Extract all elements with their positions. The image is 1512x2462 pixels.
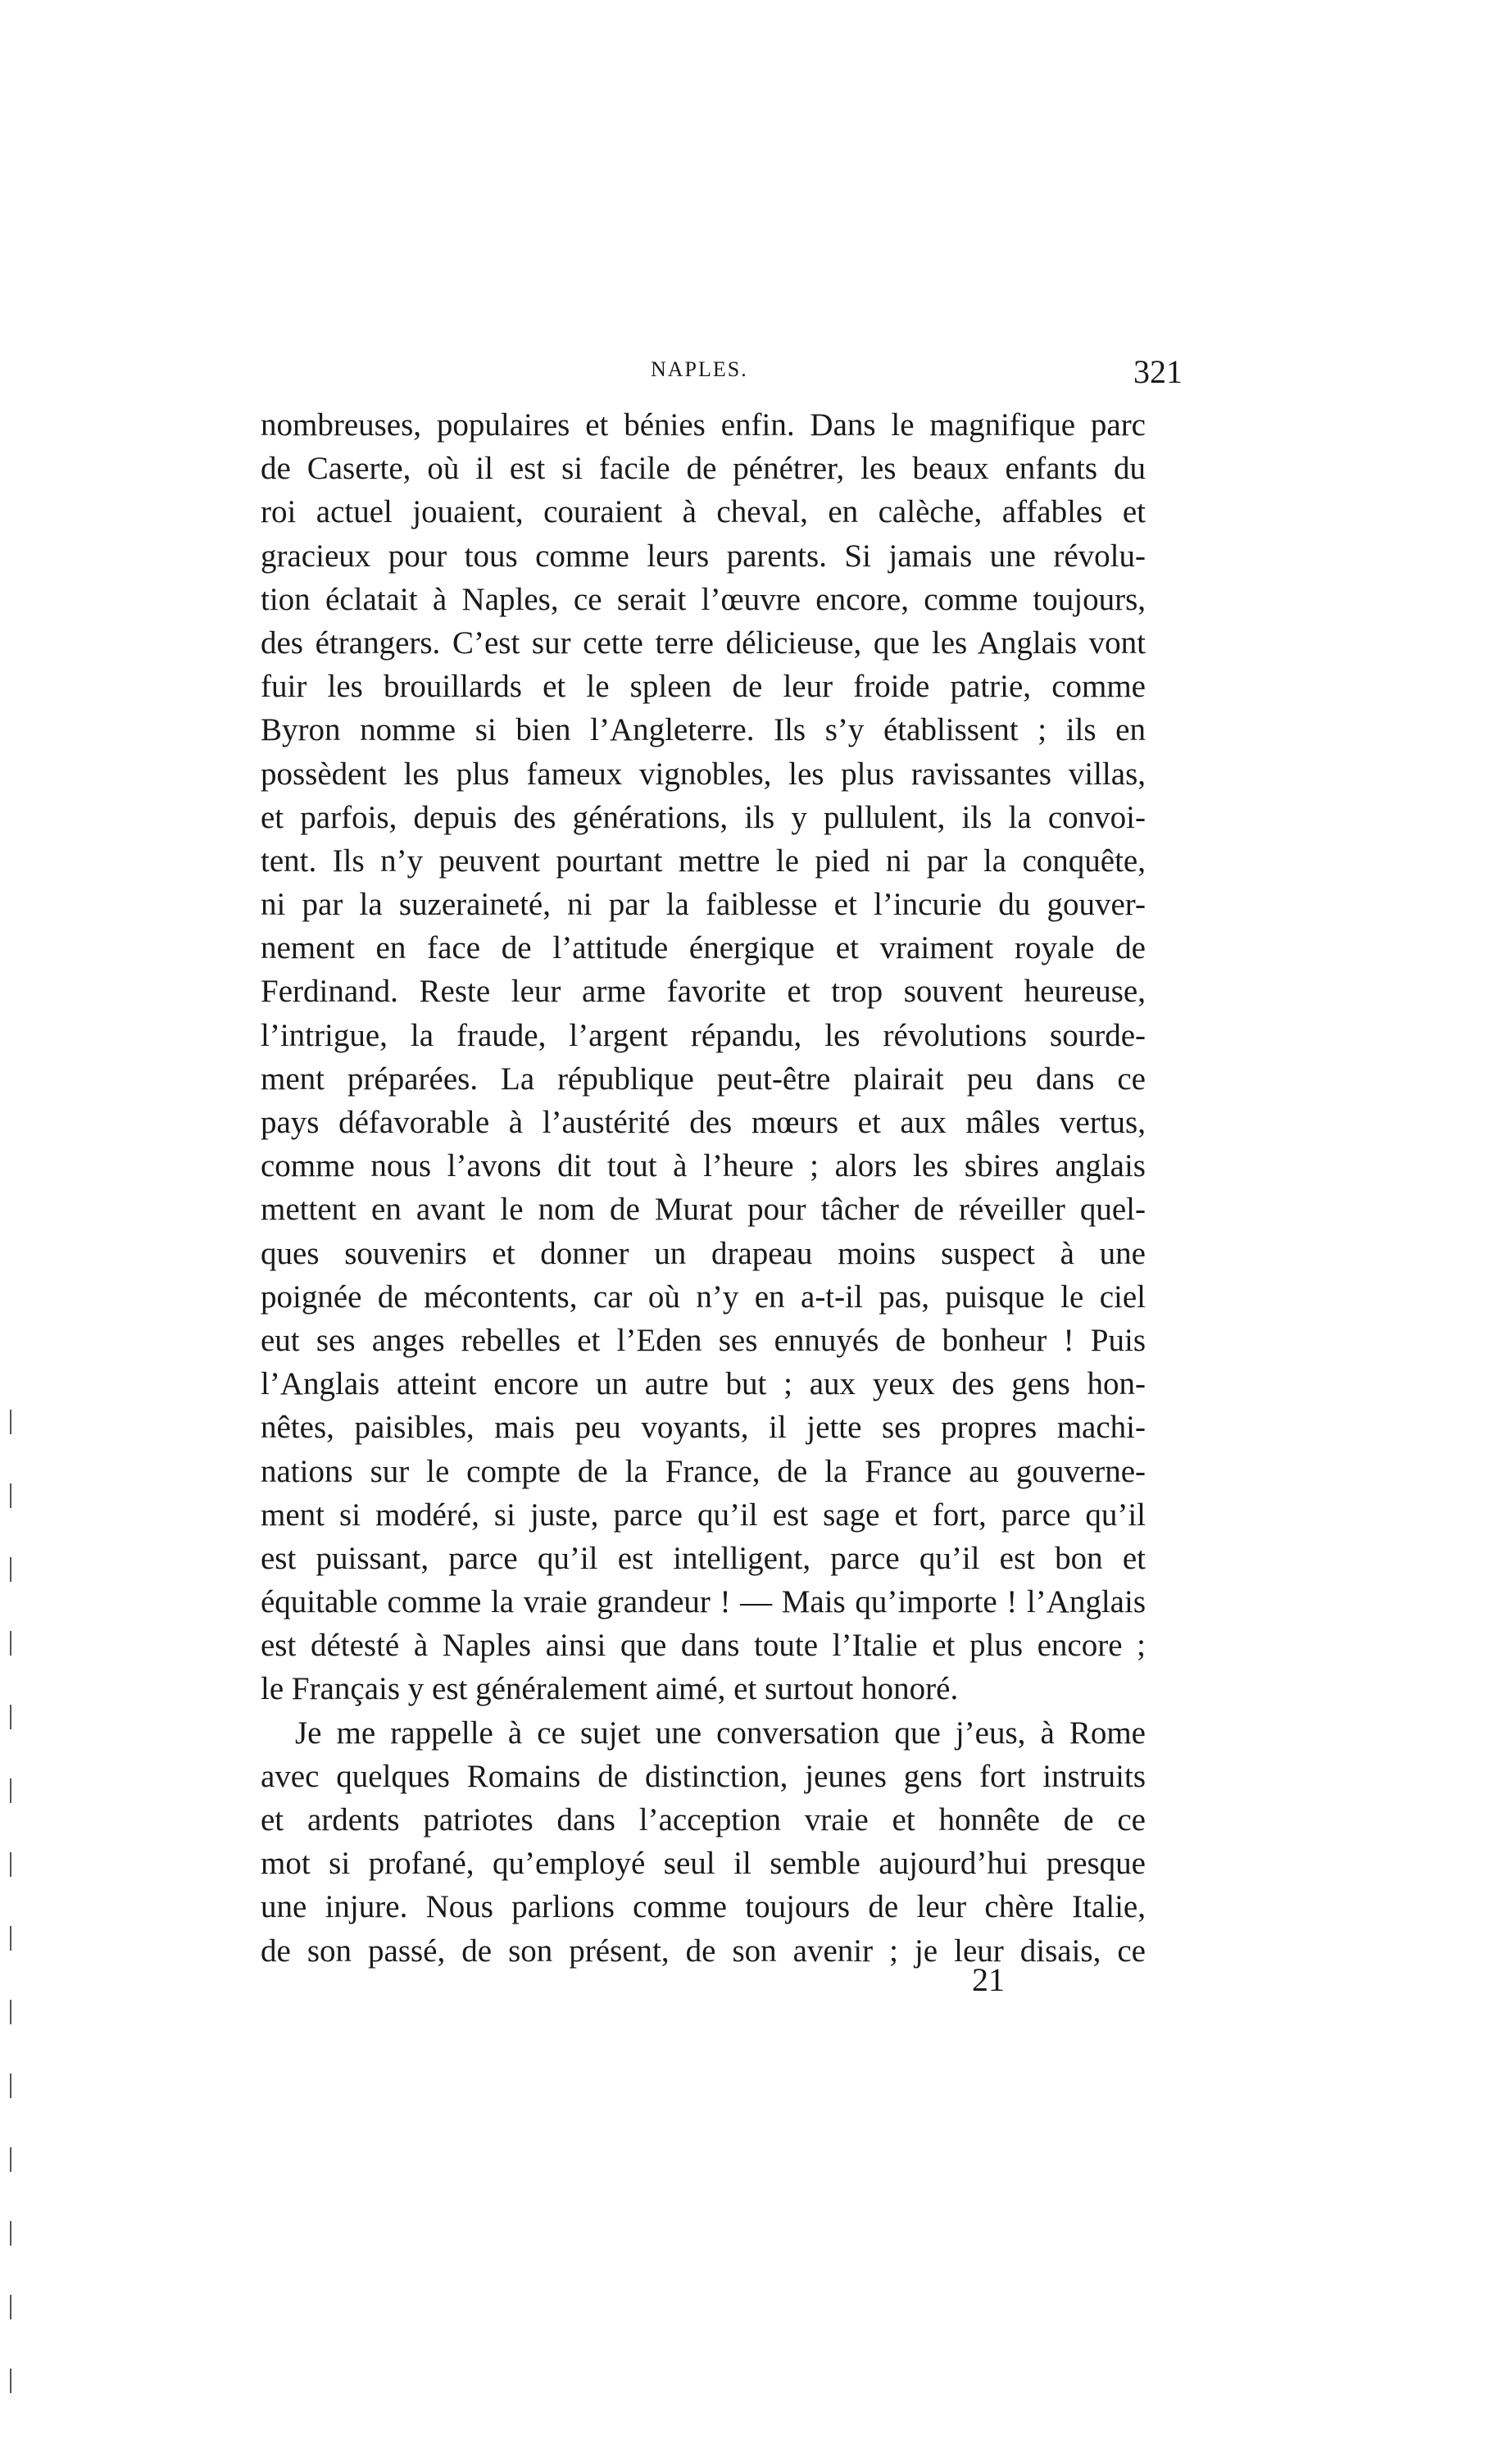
text-line: une injure. Nous parlions comme toujours de leur chère Italie, (261, 1889, 1146, 1925)
scan-tick (10, 1483, 11, 1508)
text-line: poignée de mécontents, car où n’y en a-t-il pas, puisque le ciel (261, 1279, 1146, 1315)
signature-mark: 21 (972, 1961, 1005, 1998)
text-line: eut ses anges rebelles et l’Eden ses ennuyés de bonheur ! Puis (261, 1322, 1146, 1358)
scan-tick (10, 2295, 11, 2319)
text-line: possèdent les plus fameux vignobles, les plus ravissantes villas, (261, 756, 1146, 792)
scan-tick (10, 2147, 11, 2172)
scan-tick (10, 1926, 11, 1951)
scan-tick (10, 1852, 11, 1877)
text-line: de Caserte, où il est si facile de pénétrer, les beaux enfants du (261, 451, 1146, 487)
scan-tick (10, 2369, 11, 2393)
text-line: est puissant, parce qu’il est intelligent, parce qu’il est bon et (261, 1540, 1146, 1576)
text-line: le Français y est généralement aimé, et surtout honoré. (261, 1671, 959, 1707)
text-line: équitable comme la vraie grandeur ! — Mais qu’importe ! l’Anglais (261, 1584, 1146, 1620)
text-line: tion éclatait à Naples, ce serait l’œuvre encore, comme toujours, (261, 581, 1146, 617)
text-line: nations sur le compte de la France, de la France au gouverne- (261, 1453, 1146, 1489)
scan-tick (10, 2221, 11, 2246)
scan-tick (10, 1631, 11, 1656)
text-line: mot si profané, qu’employé seul il semble aujourd’hui presque (261, 1846, 1146, 1882)
text-line: ques souvenirs et donner un drapeau moins suspect à une (261, 1235, 1146, 1271)
text-line: Je me rappelle à ce sujet une conversation que j’eus, à Rome (295, 1715, 1146, 1751)
running-head: NAPLES. (651, 357, 748, 381)
text-line: roi actuel jouaient, couraient à cheval, en calèche, affables et (261, 494, 1146, 530)
text-line: de son passé, de son présent, de son avenir ; je leur disais, ce (261, 1933, 1146, 1969)
text-line: l’Anglais atteint encore un autre but ; aux yeux des gens hon- (261, 1366, 1146, 1402)
scan-tick (10, 1705, 11, 1729)
text-line: gracieux pour tous comme leurs parents. Si jamais une révolu- (261, 538, 1146, 574)
text-line: nement en face de l’attitude énergique et vraiment royale de (261, 930, 1146, 966)
text-line: ment préparées. La république peut-être plairait peu dans ce (261, 1061, 1146, 1097)
text-line: fuir les brouillards et le spleen de leur froide patrie, comme (261, 669, 1146, 705)
text-line: est détesté à Naples ainsi que dans toute l’Italie et plus encore ; (261, 1628, 1146, 1664)
page-header (261, 353, 1183, 397)
text-line: Ferdinand. Reste leur arme favorite et trop souvent heureuse, (261, 974, 1146, 1010)
text-line: nêtes, paisibles, mais peu voyants, il jette ses propres machi- (261, 1410, 1146, 1446)
text-line: et ardents patriotes dans l’acception vraie et honnête de ce (261, 1802, 1146, 1837)
body-text (261, 403, 1146, 1973)
page-number: 321 (1133, 353, 1183, 390)
scan-tick (10, 2074, 11, 2098)
text-line: ment si modéré, si juste, parce qu’il est sage et fort, parce qu’il (261, 1497, 1146, 1533)
scan-edge-marks (7, 1410, 16, 2426)
text-line: ni par la suzeraineté, ni par la faiblesse et l’incurie du gouver- (261, 887, 1146, 923)
text-line: l’intrigue, la fraude, l’argent répandu, les révolutions sourde- (261, 1017, 1146, 1053)
text-line: pays défavorable à l’austérité des mœurs et aux mâles vertus, (261, 1105, 1146, 1140)
scan-tick (10, 1410, 11, 1434)
text-line: et parfois, depuis des générations, ils y pullulent, ils la convoi- (261, 799, 1146, 835)
text-line: Byron nomme si bien l’Angleterre. Ils s’y établissent ; ils en (261, 712, 1146, 748)
text-line: nombreuses, populaires et bénies enfin. Dans le magnifique parc (261, 407, 1146, 443)
scan-tick (10, 1557, 11, 1582)
text-line: avec quelques Romains de distinction, jeunes gens fort instruits (261, 1758, 1146, 1794)
text-line: tent. Ils n’y peuvent pourtant mettre le pied ni par la conquête, (261, 843, 1146, 879)
text-line: mettent en avant le nom de Murat pour tâcher de réveiller quel- (261, 1192, 1146, 1228)
scan-tick (10, 2000, 11, 2024)
scan-tick (10, 1778, 11, 1803)
text-line: comme nous l’avons dit tout à l’heure ; alors les sbires anglais (261, 1148, 1146, 1184)
text-line: des étrangers. C’est sur cette terre délicieuse, que les Anglais vont (261, 625, 1146, 661)
